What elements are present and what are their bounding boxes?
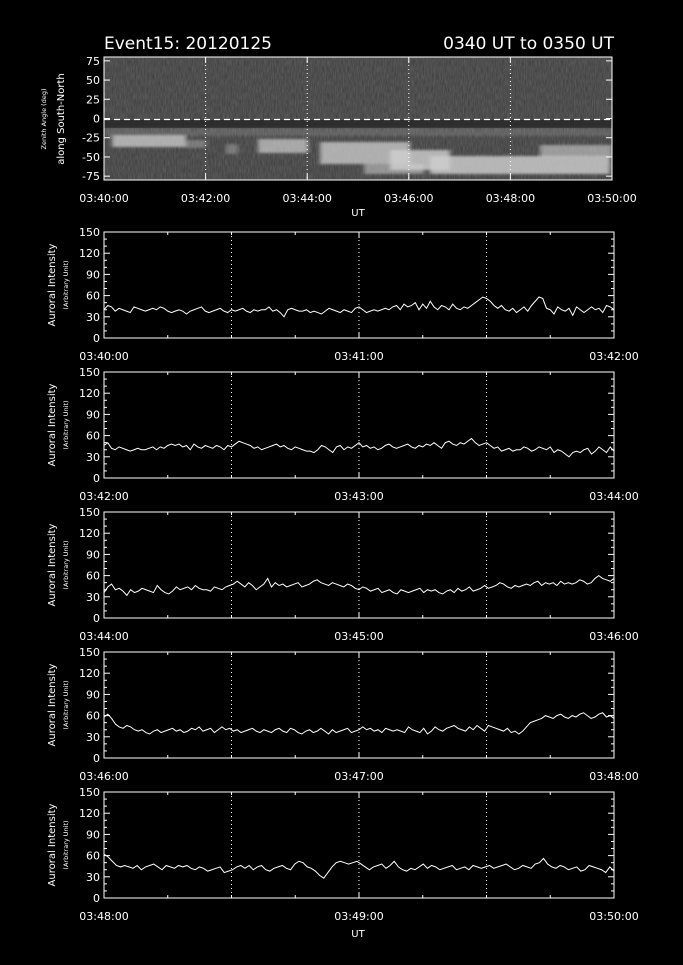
- panel-ytick-label: 30: [86, 310, 100, 324]
- keogram-xtick-label: 03:44:00: [282, 192, 332, 205]
- panel-ytick-label: 30: [86, 590, 100, 604]
- keogram-dark-band: [104, 120, 612, 128]
- panel-ytick-label: 120: [79, 387, 100, 401]
- panel-ytick-label: 60: [86, 429, 100, 443]
- keogram-panel: [40, 55, 637, 219]
- panel-ytick-label: 0: [93, 472, 100, 485]
- panel-ytick-label: 30: [86, 870, 100, 884]
- panel-ytick-label: 0: [93, 332, 100, 345]
- bottom-xlabel: UT: [351, 929, 365, 940]
- panel-ylabel-sub: (Arbitrary Unit): [62, 400, 70, 450]
- panel-ytick-label: 150: [79, 506, 100, 519]
- panel-ylabel-sub: (Arbitrary Unit): [62, 680, 70, 730]
- panel-xtick-label: 03:46:00: [589, 630, 639, 643]
- intensity-trace: [104, 297, 614, 317]
- panel-xtick-label: 03:42:00: [589, 350, 639, 363]
- keogram-xtick-label: 03:42:00: [180, 192, 231, 205]
- panel-xtick-label: 03:48:00: [589, 770, 639, 783]
- panel-ytick-label: 30: [86, 730, 100, 744]
- intensity-panel: [47, 786, 639, 923]
- panel-ylabel: Auroral Intensity: [47, 243, 58, 327]
- panel-ytick-label: 150: [79, 366, 100, 379]
- intensity-panels: [47, 226, 639, 923]
- panel-ylabel: Auroral Intensity: [47, 523, 58, 607]
- panel-ylabel: Auroral Intensity: [47, 383, 58, 467]
- panel-xtick-label: 03:49:00: [334, 910, 384, 923]
- keogram-ytick-label: 50: [86, 74, 100, 88]
- keogram-xtick-label: 03:50:00: [587, 192, 637, 205]
- intensity-panel: [47, 226, 639, 363]
- panel-xtick-label: 03:42:00: [79, 490, 129, 503]
- keogram-ytick-label: 0: [93, 112, 100, 126]
- keogram-xlabel: UT: [351, 208, 365, 219]
- panel-ytick-label: 60: [86, 289, 100, 303]
- figure-title: Event15: 20120125: [104, 34, 272, 54]
- keogram-ytick-label: 25: [86, 93, 100, 107]
- panel-ytick-label: 120: [79, 247, 100, 261]
- panel-ytick-label: 90: [86, 828, 100, 842]
- panel-xtick-label: 03:44:00: [79, 630, 129, 643]
- panel-xtick-label: 03:48:00: [79, 910, 129, 923]
- keogram-xtick-label: 03:48:00: [485, 192, 536, 205]
- panel-xtick-label: 03:46:00: [79, 770, 129, 783]
- panel-xtick-label: 03:43:00: [334, 490, 384, 503]
- panel-ytick-label: 0: [93, 892, 100, 905]
- panel-ylabel-sub: (Arbitrary Unit): [62, 540, 70, 590]
- panel-ytick-label: 60: [86, 849, 100, 863]
- intensity-trace: [104, 854, 614, 878]
- panel-ytick-label: 90: [86, 268, 100, 282]
- panel-ytick-label: 60: [86, 709, 100, 723]
- panel-ylabel-sub: (Arbitrary Unit): [62, 820, 70, 870]
- intensity-panel: [47, 366, 639, 503]
- panel-ytick-label: 60: [86, 569, 100, 583]
- figure-subtitle: 0340 UT to 0350 UT: [443, 34, 614, 54]
- panel-xtick-label: 03:41:00: [334, 350, 384, 363]
- panel-ytick-label: 150: [79, 786, 100, 799]
- keogram-ytick-label: -50: [82, 150, 100, 164]
- panel-ytick-label: 0: [93, 752, 100, 765]
- panel-ytick-label: 120: [79, 667, 100, 681]
- panel-xtick-label: 03:50:00: [589, 910, 639, 923]
- keogram-ytick-label: -75: [82, 170, 100, 184]
- panel-xtick-label: 03:44:00: [589, 490, 639, 503]
- panel-xtick-label: 03:45:00: [334, 630, 384, 643]
- panel-ylabel-sub: (Arbitrary Unit): [62, 260, 70, 310]
- intensity-panel: [47, 506, 639, 643]
- keogram-ylabel: along South-North: [56, 73, 67, 165]
- intensity-trace: [104, 713, 614, 734]
- intensity-panel: [47, 646, 639, 783]
- panel-ytick-label: 30: [86, 450, 100, 464]
- panel-ytick-label: 150: [79, 226, 100, 239]
- keogram-ytick-label: 75: [86, 54, 100, 68]
- keogram-xtick-label: 03:46:00: [384, 192, 434, 205]
- keogram-ylabel-small: Zenith Angle (deg): [40, 88, 48, 150]
- panel-ytick-label: 120: [79, 807, 100, 821]
- panel-xtick-label: 03:40:00: [79, 350, 129, 363]
- intensity-trace: [104, 438, 614, 456]
- panel-ytick-label: 120: [79, 527, 100, 541]
- panel-ylabel: Auroral Intensity: [47, 803, 58, 887]
- keogram-xtick-label: 03:40:00: [79, 192, 129, 205]
- panel-ytick-label: 150: [79, 646, 100, 659]
- panel-ytick-label: 90: [86, 548, 100, 562]
- panel-ytick-label: 0: [93, 612, 100, 625]
- keogram-ytick-label: -25: [82, 131, 100, 145]
- panel-ylabel: Auroral Intensity: [47, 663, 58, 747]
- panel-xtick-label: 03:47:00: [334, 770, 384, 783]
- panel-ytick-label: 90: [86, 688, 100, 702]
- panel-ytick-label: 90: [86, 408, 100, 422]
